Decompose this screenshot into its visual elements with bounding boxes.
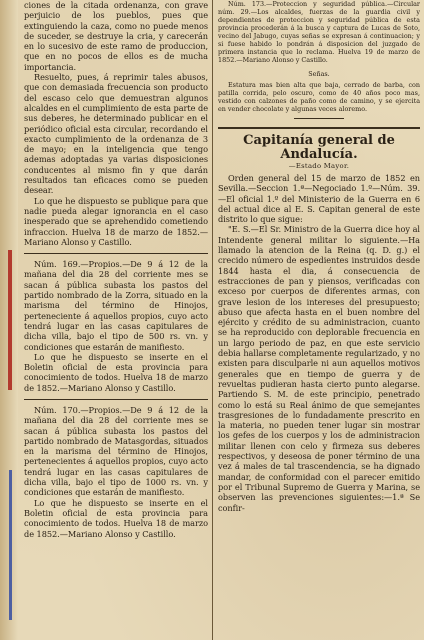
- section-subhead: —Estado Mayor.: [288, 162, 350, 170]
- senas-text: Estatura mas bien alta que baja, cerrado de barba, con patilla corrida, pelo oscuro, como de 40 años poco mas, vestido con calzones de paño como de camino, y se ejercita en vender chocolate y algunas veces aloremo.: [218, 81, 420, 113]
- section-rule: [24, 253, 208, 254]
- paragraph: Resuelto, pues, á reprimir tales abusos, que con demasiada frecuencia son producto del escaso celo que demuestran algunos alcaldes en el cumplimiento de esta parte de sus deberes, he determinado publicar en el periódico oficial esta circular, recordando el exacto cumplimiento de la ordenanza de 3 de mayo; en la inteligencia que tengo ademas adoptadas ya varias disposiciones conducentes al mismo fin y que darán resultados tan eficaces como se pueden desear.: [24, 72, 208, 196]
- short-rule: [294, 118, 344, 119]
- ordinance-block: [24, 0, 208, 247]
- left-column: [2, 0, 214, 640]
- paragraph: Orden general del 15 de marzo de 1852 en Sevilla.—Seccion 1.ª—Negociado 1.º—Núm. 39.—El oficial 1.º del Ministerio de la Guerra en 6 del actual dice al E. S. Capitan general de este distrito lo que sigue:: [218, 173, 420, 225]
- notice-169: [24, 259, 208, 393]
- right-column: [214, 0, 424, 640]
- paragraph: ciones de la citada ordenanza, con grave perjuicio de los pueblos, pues que extinguiendo la caza, como no puede menos de suceder, se destruye la cria, y carecerán en lo sucesivo de este ramo de produccion, que en no pocos de ellos es de mucha importancia.: [24, 0, 208, 72]
- section-rule: [24, 399, 208, 400]
- orden-general: [218, 173, 420, 513]
- notice-173: [218, 0, 420, 113]
- paragraph: Lo que he dispuesto se publique para que nadie pueda alegar ignorancia en el caso inesperado que se aprehendido cometiendo infraccion. Huelva 18 de marzo de 1852.—Mariano Alonso y Castillo.: [24, 195, 208, 247]
- section-rule: [218, 127, 420, 129]
- paragraph: Núm. 170.—Propios.—De 9 á 12 de la mañana del dia 28 del corriente mes se sacan á pública subasta los pastos del partido nombrado de Matasgordas, situados en la marisma del término de Hinojos, pertenecientes á aquellos propios, cuyo acto tendrá lugar en las casas capitulares de dicha villa, bajo el tipo de 1000 rs. vn. y condiciones que estarán de manifiesto.: [24, 404, 208, 498]
- paragraph: "E. S.—El Sr. Ministro de la Guerra dice hoy al Intendente general militar lo siguiente.—Ha llamado la atencion de la Reina (q. D. g.) el crecido número de espedientes instruidos desde 1844 hasta el dia, á consecuencia de estracciones de pan y piensos, verificadas con exceso por cuerpos de diferentes armas, con grave lesion de los intereses del presupuesto; abuso que afecta hasta en el buen nombre del ejército y crédito de su administracion, cuanto se ha reproducido con deplorable frecuencia en un largo periodo de paz, en que este servicio debia hallarse completamente regularizado, y no existen para disculparle ni aun aquellos motivos generales que en tiempo de guerra y de revueltas pudieran hasta cierto punto alegarse. Partiendo S. M. de este principio, penetrado como lo está su Real ánimo de que semejantes trasgresiones de lo fundadamente prescrito en la materia, no pueden tener lugar sin mostrar los gefes de los cuerpos y los de administracion militar llenen con celo y firmeza sus deberes respectivos, y deseosa de poner término de una vez á males de tal trascendencia, se ha dignado mandar, de conformidad con el parecer emitido por el Tribunal Supremo de Guerra y Marina, se observen las prevenciones siguientes:—1.ª Se confir-: [218, 224, 420, 513]
- senas-title: Señas.: [308, 70, 330, 78]
- paragraph: Lo que he dispuesto se inserte en el Boletin oficial de esta provincia para conocimiento de todos. Huelva 18 de marzo de 1852.—Mariano Alonso y Castillo.: [24, 497, 208, 539]
- notice-170: [24, 405, 208, 539]
- paragraph: Núm. 173.—Proteccion y seguridad pública.—Circular núm. 29.—Los alcaldes, fuerzas de la guardia civil y dependientes de proteccion y seguridad pública de esta provincia procederán á la busca y captura de Lucas de Soto, vecino del Jabugo, cuyas señas se expresan á continuacion; y si fuese habido lo pondrán á disposicion del juzgado de primera instancia que lo reclama. Huelva 19 de marzo de 1852.—Mariano Alonso y Castillo.: [218, 0, 420, 64]
- paragraph: Lo que he dispuesto se inserte en el Boletin oficial de esta provincia para conocimiento de todos. Huelva 18 de marzo de 1852.—Mariano Alonso y Castillo.: [24, 351, 208, 393]
- paragraph: Núm. 169.—Propios.—De 9 á 12 de la mañana del dia 28 del corriente mes se sacan á pública subasta los pastos del partido nombrado de la Zorra, situado en la marisma del término de Hinojos, perteneciente á aquellos propios, cuyo acto tendrá lugar en las casas capitulares de dicha villa, bajo el tipo de 500 rs. vn. y condiciones que estarán de manifiesto.: [24, 259, 208, 352]
- section-headline: Capitanía general de Andalucía.: [243, 133, 395, 162]
